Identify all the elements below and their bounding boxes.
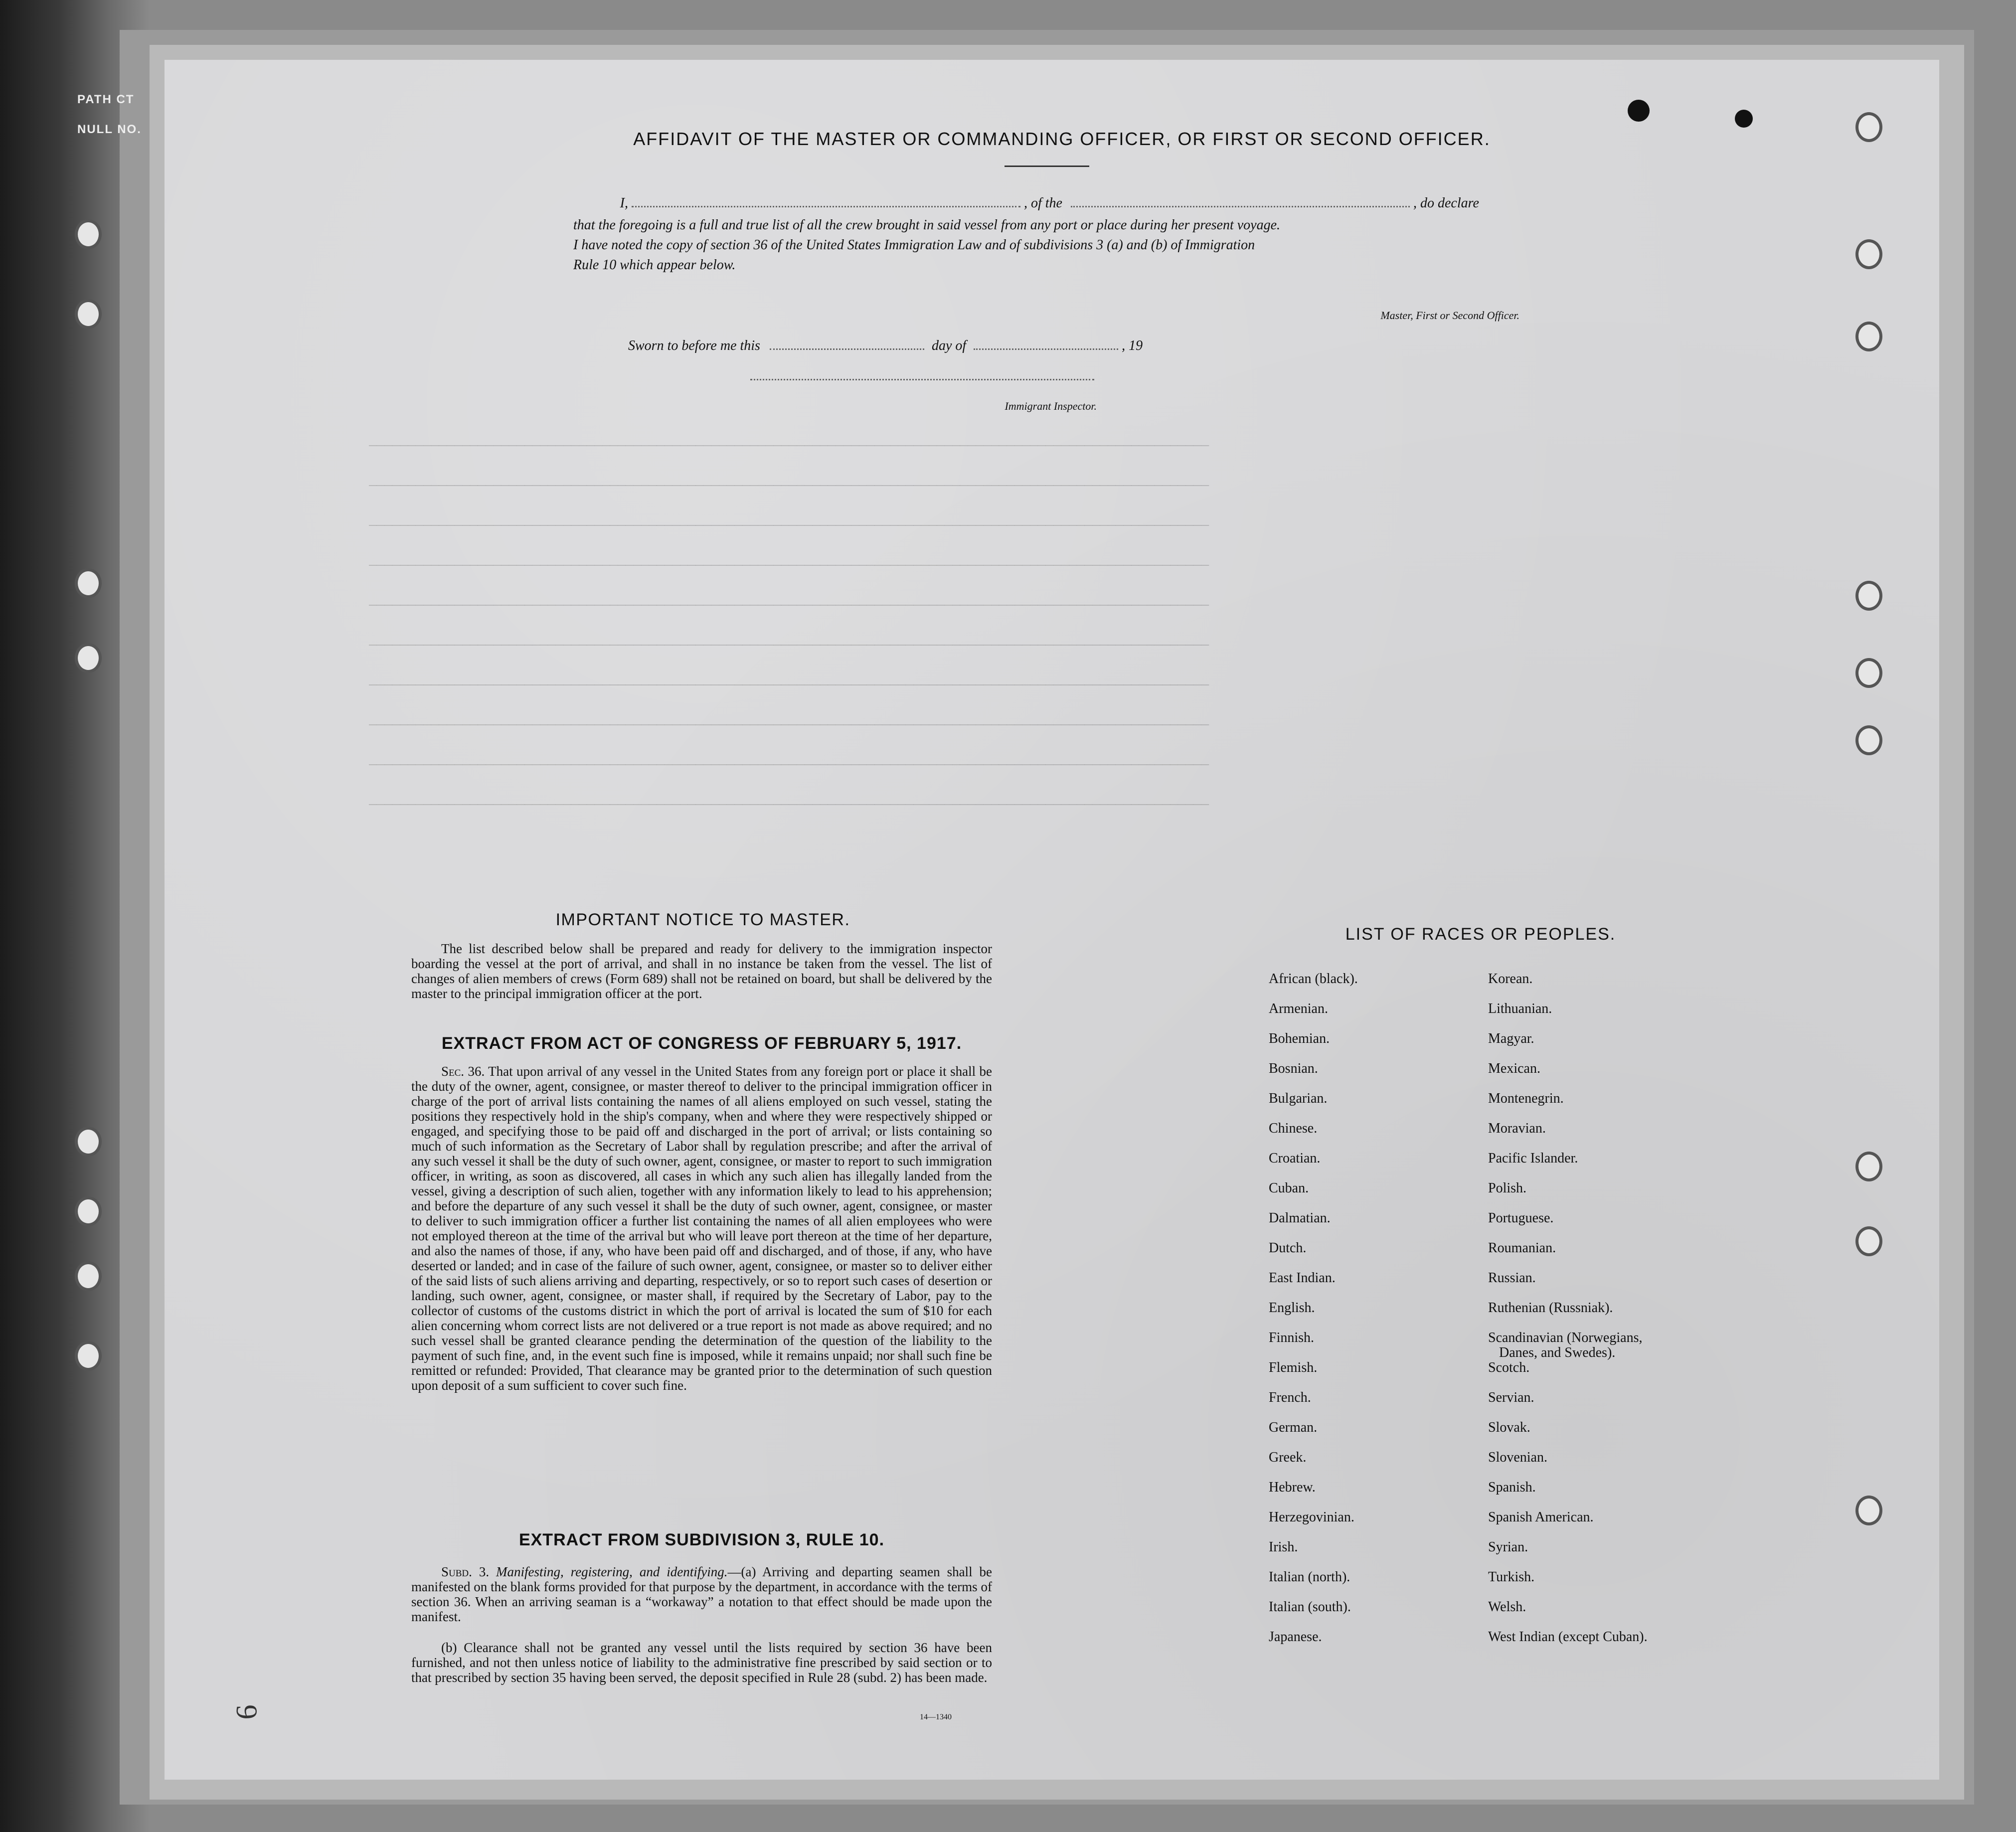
binder-hole bbox=[75, 1127, 102, 1157]
race-item: Servian. bbox=[1488, 1390, 1534, 1405]
race-item: Welsh. bbox=[1488, 1599, 1526, 1615]
affidavit-title: AFFIDAVIT OF THE MASTER OR COMMANDING OFFICER, OR FIRST OR SECOND OFFICER. bbox=[633, 129, 1491, 149]
race-item: Croatian. bbox=[1269, 1151, 1321, 1166]
binder-hole bbox=[1855, 1496, 1882, 1525]
race-item: African (black). bbox=[1269, 971, 1358, 987]
race-item: Bulgarian. bbox=[1269, 1091, 1328, 1106]
race-item: Slovenian. bbox=[1488, 1450, 1547, 1465]
act-extract-body bbox=[411, 1064, 992, 1393]
race-item: Irish. bbox=[1269, 1539, 1298, 1555]
binder-hole bbox=[1855, 112, 1882, 142]
race-item: Japanese. bbox=[1269, 1629, 1322, 1645]
affidavit-of-the: , of the bbox=[1024, 195, 1062, 211]
race-item: Flemish. bbox=[1269, 1360, 1318, 1375]
sworn-day-of: day of bbox=[931, 338, 967, 353]
binder-hole bbox=[1855, 1152, 1882, 1181]
race-item: Ruthenian (Russniak). bbox=[1488, 1300, 1613, 1316]
inspector-caption: Immigrant Inspector. bbox=[1005, 400, 1097, 412]
binder-hole bbox=[1855, 1226, 1882, 1256]
race-item: Greek. bbox=[1269, 1450, 1307, 1465]
affidavit-declaration-line bbox=[573, 195, 1545, 211]
race-item: Cuban. bbox=[1269, 1180, 1309, 1196]
rule-extract-title: EXTRACT FROM SUBDIVISION 3, RULE 10. bbox=[518, 1530, 885, 1549]
races-title: LIST OF RACES OR PEOPLES. bbox=[1345, 925, 1616, 944]
race-item: English. bbox=[1269, 1300, 1315, 1316]
sworn-text: Sworn to before me this bbox=[628, 338, 760, 353]
race-item: Scandinavian (Norwegians, bbox=[1488, 1330, 1643, 1345]
binder-hole bbox=[75, 219, 102, 249]
race-item: East Indian. bbox=[1269, 1270, 1336, 1286]
binder-hole bbox=[1855, 239, 1882, 269]
binder-hole bbox=[75, 1341, 102, 1371]
sworn-day-field bbox=[770, 348, 924, 350]
race-item: French. bbox=[1269, 1390, 1311, 1405]
rule-extract-para-a bbox=[411, 1564, 992, 1624]
rule-extract-para-b: (b) Clearance shall not be granted any vessel until the lists required by section 36 have been furnished, and not then unless notice of liability to the administrative fine prescribed by said section or to that prescribed by section 35 having been served, the deposit specified in Rule 28 (subd. 2) has been made. bbox=[411, 1640, 992, 1685]
race-item: Dutch. bbox=[1269, 1240, 1307, 1256]
race-item: Bohemian. bbox=[1269, 1031, 1330, 1046]
margin-stamp-line: PATH CT bbox=[77, 93, 135, 106]
binder-hole bbox=[75, 643, 102, 673]
subdivision-label: Subd. 3. bbox=[441, 1564, 490, 1579]
punch-hole bbox=[1628, 100, 1650, 122]
race-item: Spanish American. bbox=[1488, 1509, 1594, 1525]
title-divider bbox=[1005, 166, 1089, 167]
race-item: Hebrew. bbox=[1269, 1480, 1316, 1495]
race-item: Herzegovinian. bbox=[1269, 1509, 1354, 1525]
race-item: Slovak. bbox=[1488, 1420, 1530, 1435]
races-right-column bbox=[1488, 971, 1737, 1659]
race-item: Chinese. bbox=[1269, 1121, 1318, 1136]
binder-hole bbox=[1855, 322, 1882, 351]
race-item: Korean. bbox=[1488, 971, 1533, 987]
section-label: Sec. 36. bbox=[441, 1064, 485, 1079]
master-signature-caption: Master, First or Second Officer. bbox=[1380, 309, 1519, 322]
affidavit-do-declare: , do declare bbox=[1413, 195, 1479, 211]
subdivision-text-a: —(a) Arriving and departing seamen shall be manifested on the blank forms provided for that purpose by the department, in accordance with the terms of section 36. When an arriving seaman is a “workaway” a notation to that effect should be made upon the manifest. bbox=[411, 1564, 992, 1624]
race-item: Pacific Islander. bbox=[1488, 1151, 1578, 1166]
race-item: Italian (north). bbox=[1269, 1569, 1350, 1585]
margin-stamp-line: NULL NO. bbox=[77, 123, 142, 136]
binder-hole bbox=[1855, 725, 1882, 755]
race-item: Italian (south). bbox=[1269, 1599, 1351, 1615]
binder-hole bbox=[1855, 658, 1882, 688]
inspector-signature-line bbox=[750, 379, 1094, 380]
race-item: Turkish. bbox=[1488, 1569, 1535, 1585]
affidavit-line-2: that the foregoing is a full and true list of all the crew brought in said vessel from any port or place during her present voyage. bbox=[573, 217, 1281, 233]
binder-hole bbox=[75, 1196, 102, 1226]
notice-title: IMPORTANT NOTICE TO MASTER. bbox=[555, 910, 850, 929]
officer-name-field bbox=[632, 206, 1020, 207]
race-item: Armenian. bbox=[1269, 1001, 1328, 1016]
race-item: Russian. bbox=[1488, 1270, 1536, 1286]
race-item: Syrian. bbox=[1488, 1539, 1528, 1555]
race-item: Dalmatian. bbox=[1269, 1210, 1331, 1226]
race-item: Moravian. bbox=[1488, 1121, 1546, 1136]
race-item: Bosnian. bbox=[1269, 1061, 1318, 1076]
affidavit-line-4: Rule 10 which appear below. bbox=[573, 257, 736, 273]
notice-body: The list described below shall be prepared and ready for delivery to the immigration inspector boarding the vessel at the port of arrival, and shall in no instance be taken from the vessel. The list of changes of alien members of crews (Form 689) shall not be retained on board, but shall be delivered by the master to the principal immigration officer at the port. bbox=[411, 941, 992, 1001]
binder-hole bbox=[75, 1261, 102, 1291]
race-item: German. bbox=[1269, 1420, 1318, 1435]
race-item: Mexican. bbox=[1488, 1061, 1540, 1076]
sworn-year: , 19 bbox=[1122, 338, 1143, 353]
race-item: Lithuanian. bbox=[1488, 1001, 1552, 1016]
margin-stamp bbox=[77, 85, 142, 145]
race-item: West Indian (except Cuban). bbox=[1488, 1629, 1648, 1645]
section-text: That upon arrival of any vessel in the United States from any foreign port or place it shall be the duty of the owner, agent, consignee, or master thereof to deliver to the principal immigration officer in charge of the port of arrival lists containing the names of all aliens employed on such vessel, stating the positions they respectively hold in the ship's company, when and where they were respectively shipped or engaged, and specifying those to be paid off and discharged in the port of arrival; or lists containing so much of such information as the Secretary of Labor shall by regulation prescribe; and after the arrival of any such vessel it shall be the duty of such owner, agent, consignee, or master to report to such immigration officer, in writing, as soon as discovered, all cases in which any such alien has illegally landed from the vessel, giving a description of such alien, together with any information likely to lead to his apprehension; and before the departure of any such vessel it shall be the duty of such owner, agent, consignee, or master to deliver to such immigration officer a further list containing the names of all alien employees who were not employed thereon at the time of the arrival but who will leave port thereon at the time of her departure, and also the names of those, if any, who have been paid off and discharged, and of those, if any, who have deserted or landed; and in case of the failure of such owner, agent, consignee, or master so to deliver either of the said lists of such aliens arriving and departing, respectively, or so to report such cases of desertion or landing, such owner, agent, consignee, or master shall, if required by the Secretary of Labor, pay to the collector of customs of the customs district in which the port of arrival is located the sum of $10 for each alien concerning whom correct lists are not delivered or a true report is not made as above required; and no such vessel shall be granted clearance pending the determination of the question of the liability to the payment of such fine, and, in the event such fine is imposed, while it remains unpaid; nor shall such fine be remitted or refunded: Provided, That clearance may be granted prior to the determination of such question upon deposit of a sum sufficient to cover such fine. bbox=[411, 1064, 992, 1393]
race-item: Portuguese. bbox=[1488, 1210, 1554, 1226]
race-item-continued: Danes, and Swedes). bbox=[1499, 1345, 1616, 1360]
race-item: Spanish. bbox=[1488, 1480, 1536, 1495]
races-left-column bbox=[1269, 971, 1478, 1659]
vessel-name-field bbox=[1071, 206, 1410, 207]
subdivision-heading: Manifesting, registering, and identifying. bbox=[496, 1564, 728, 1579]
race-item: Montenegrin. bbox=[1488, 1091, 1564, 1106]
race-item: Roumanian. bbox=[1488, 1240, 1556, 1256]
race-item: Finnish. bbox=[1269, 1330, 1315, 1345]
act-extract-title: EXTRACT FROM ACT OF CONGRESS OF FEBRUARY 5, 1917. bbox=[441, 1034, 962, 1053]
sworn-line bbox=[628, 338, 1226, 354]
binder-hole bbox=[1855, 581, 1882, 611]
race-item: Scotch. bbox=[1488, 1360, 1530, 1375]
punch-hole bbox=[1735, 110, 1753, 128]
form-number: 14—1340 bbox=[920, 1713, 952, 1721]
affidavit-line-3: I have noted the copy of section 36 of the United States Immigration Law and of subdivisions 3 (a) and (b) of Immigration bbox=[573, 237, 1255, 253]
binder-hole bbox=[75, 299, 102, 329]
race-item: Polish. bbox=[1488, 1180, 1527, 1196]
affidavit-i: I, bbox=[620, 195, 628, 211]
handwritten-mark: 6 bbox=[230, 1704, 263, 1720]
binder-hole bbox=[75, 568, 102, 598]
bleed-through: ──────────────────────────────────────────────────────────────────────────────────────────────────────────── ──────────────────────────────────────────────────────────────────────────────────────────────────────────── ──────────────────────────────────────────────────────────────────────────────────────────────────────────── ──────────────────────────────────────────────────────────────────────────────────────────────────────────── ──────────────────────────────────────────────────────────────────────────────────────────────────────────── ──────────────────────────────────────────────────────────────────────────────────────────────────────────── ──────────────────────────────────────────────────────────────────────────────────────────────────────────── ──────────────────────────────────────────────────────────────────────────────────────────────────────────── ──────────────────────────────────────────────────────────────────────────────────────────────────────────── ──────────────────────────────────────────────────────────────────────────────────────────────────────────── bbox=[369, 439, 1209, 813]
sworn-month-field bbox=[974, 348, 1118, 350]
race-item: Magyar. bbox=[1488, 1031, 1534, 1046]
